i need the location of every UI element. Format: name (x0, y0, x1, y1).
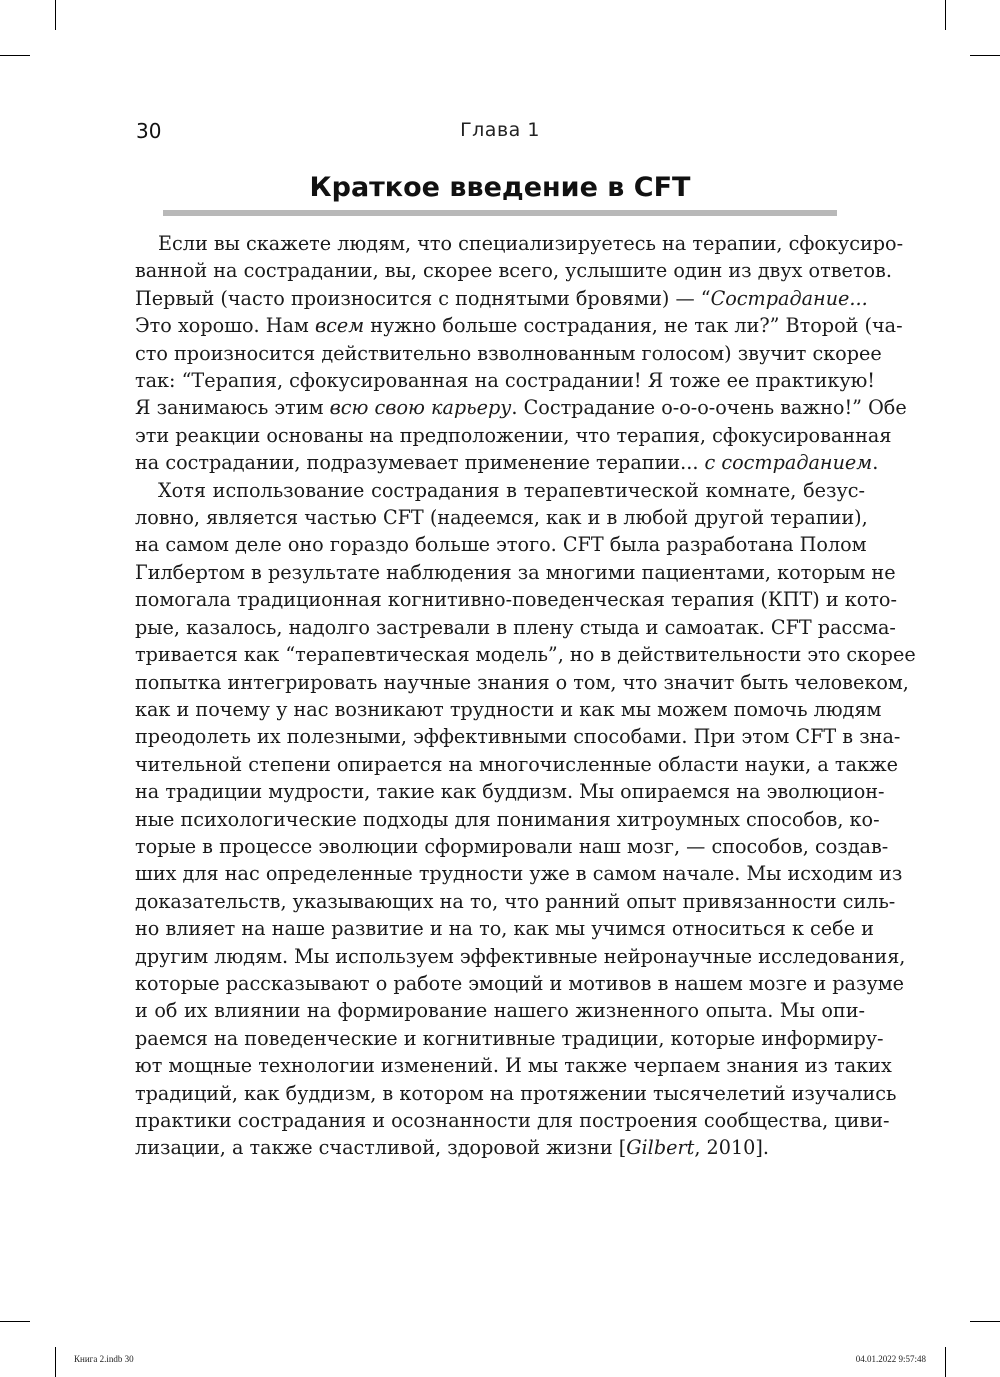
print-timestamp: 04.01.2022 9:57:48 (855, 1354, 926, 1364)
text-line: как и почему у нас возникают трудности и как мы можем помочь людям (135, 697, 882, 721)
text-line: попытка интегрировать научные знания о том, что значит быть человеком, (135, 670, 909, 694)
text-line: и об их влиянии на формирование нашего жизненного опыта. Мы опи- (135, 999, 865, 1023)
text-line: ших для нас определенные трудности уже в самом начале. Мы исходим из (135, 862, 903, 886)
text-line: чительной степени опирается на многочисленные области науки, а также (135, 752, 898, 776)
text-line: так: “Терапия, сфокусированная на сострадании! Я тоже ее практикую! (135, 369, 876, 393)
crop-mark (970, 55, 1000, 56)
text-line: торые в процессе эволюции сформировали наш мозг, — способов, создав- (135, 834, 889, 858)
text-line: Гилбертом в результате наблюдения за многими пациентами, которым не (135, 560, 896, 584)
text-line: лизации, а также счастливой, здоровой жизни [Gilbert, 2010]. (135, 1136, 769, 1160)
crop-mark (55, 1347, 56, 1377)
text-line: Если вы скажете людям, что специализируетесь на терапии, сфокусиро- (158, 232, 904, 255)
text-line: но влияет на наше развитие и на то, как мы учимся относиться к себе и (135, 917, 874, 941)
section-title: Краткое введение в CFT (309, 172, 691, 203)
text-line: на традиции мудрости, такие как буддизм. Мы опираемся на эволюцион- (135, 780, 885, 804)
body-text (135, 230, 916, 1162)
text-line: ловно, является частью CFT (надеемся, как и в любой другой терапии), (135, 506, 868, 530)
text-line: доказательств, указывающих на то, что ранний опыт привязанности силь- (135, 889, 896, 913)
title-rule (163, 210, 837, 216)
running-head: Глава 1 (460, 119, 540, 141)
crop-mark (0, 55, 30, 56)
text-line: Первый (часто произносится с поднятыми бровями) — “Сострадание... (135, 286, 868, 310)
text-line: практики сострадания и осознанности для построения сообщества, циви- (135, 1109, 890, 1132)
text-line: ют мощные технологии изменений. И мы также черпаем знания из таких (135, 1054, 892, 1078)
text-line: на самом деле оно гораздо больше этого. CFT была разработана Полом (135, 533, 867, 557)
text-line: сто произносится действительно взволнованным голосом) звучит скорее (135, 341, 882, 365)
crop-mark (970, 1321, 1000, 1322)
text-line: Это хорошо. Нам всем нужно больше сострадания, не так ли?” Второй (ча- (135, 314, 903, 338)
text-line: тривается как “терапевтическая модель”, но в действительности это скорее (135, 643, 916, 667)
citation-author: Gilbert (626, 1136, 695, 1160)
text-line: эти реакции основаны на предположении, что терапия, сфокусированная (135, 423, 892, 447)
text-line: Хотя использование сострадания в терапевтической комнате, безус- (158, 478, 865, 502)
page-number: 30 (136, 119, 162, 143)
print-file-info: Книга 2.indb 30 (74, 1354, 134, 1364)
text-line: ные психологические подходы для понимания хитроумных способов, ко- (135, 807, 880, 831)
text-line: Я занимаюсь этим всю свою карьеру. Сострадание о-о-о-очень важно!” Обе (135, 396, 907, 420)
text-line: помогала традиционная когнитивно-поведенческая терапия (КПТ) и кото- (135, 588, 897, 612)
text-line: традиций, как буддизм, в котором на протяжении тысячелетий изучались (135, 1081, 897, 1105)
crop-mark (945, 1347, 946, 1377)
crop-mark (0, 1321, 30, 1322)
text-line: раемся на поведенческие и когнитивные традиции, которые информиру- (135, 1026, 884, 1050)
text-line: рые, казалось, надолго застревали в плену стыда и самоатак. CFT рассма- (135, 615, 896, 639)
crop-mark (945, 0, 946, 30)
text-line: другим людям. Мы используем эффективные нейронаучные исследования, (135, 944, 906, 968)
text-line: ванной на сострадании, вы, скорее всего, услышите один из двух ответов. (135, 259, 892, 283)
text-line: преодолеть их полезными, эффективными способами. При этом CFT в зна- (135, 725, 901, 749)
text-line: на сострадании, подразумевает применение терапии... с состраданием. (135, 451, 879, 475)
text-line: которые рассказывают о работе эмоций и мотивов в нашем мозге и разуме (135, 971, 905, 995)
crop-mark (55, 0, 56, 30)
